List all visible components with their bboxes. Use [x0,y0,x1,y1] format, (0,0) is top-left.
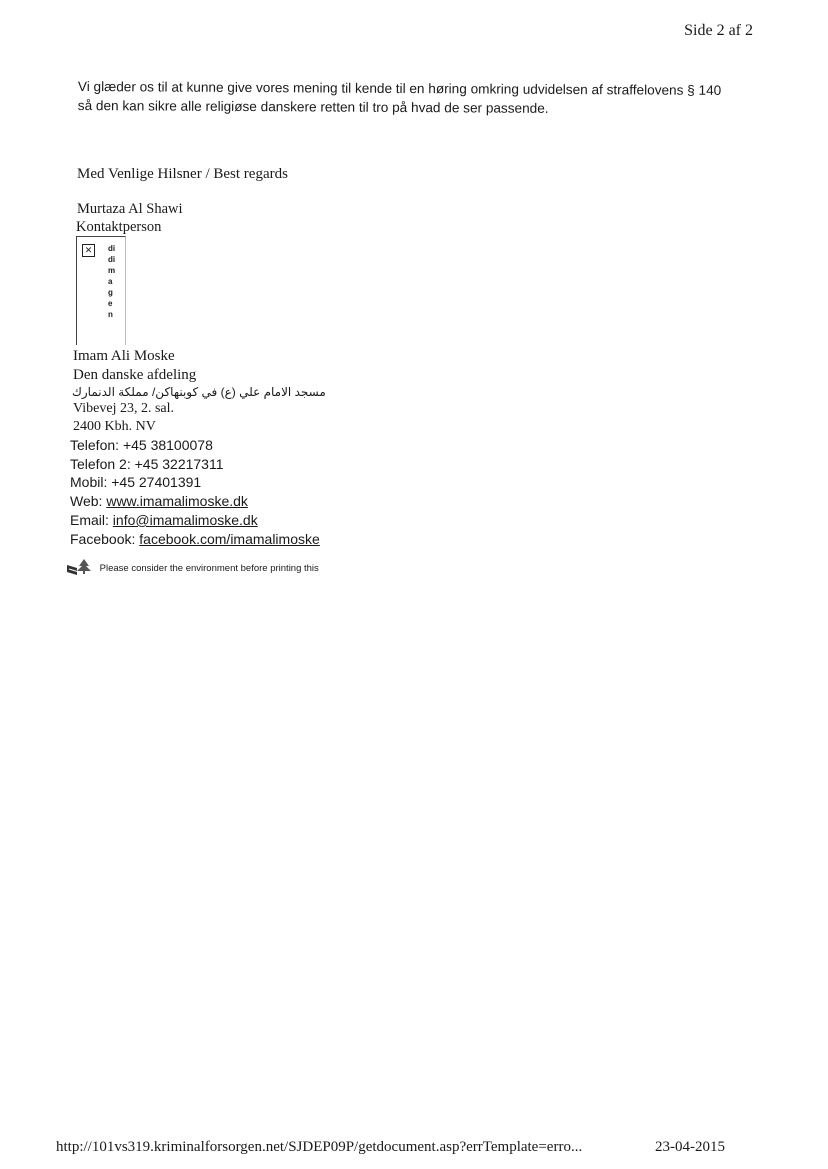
intro-paragraph [78,77,722,119]
broken-image-placeholder [76,236,126,345]
contact-label: Facebook: [70,531,136,547]
contact-label: Mobil: [70,474,108,490]
organization-name: Imam Ali Moske [73,348,175,364]
environment-notice [67,559,319,578]
environment-notice-text: Please consider the environment before printing this [99,563,319,575]
organization-arabic-name: مسجد الامام علي (ع) في كوبنهاكن/ مملكة الدنمارك [72,385,326,399]
broken-image-alt-text: didimagen [108,244,116,319]
footer-date: 23-04-2015 [655,1139,725,1155]
contact-label: Telefon: [70,437,120,453]
contact-value: +45 27401391 [111,474,202,490]
contact-value: +45 38100078 [122,437,213,453]
address-city: 2400 Kbh. NV [73,419,156,434]
closing-regards: Med Venlige Hilsner / Best regards [77,166,288,182]
organization-department: Den danske afdeling [73,367,197,383]
contact-facebook [70,531,320,547]
contact-web [70,493,248,509]
web-link[interactable]: www.imamalimoske.dk [106,493,248,509]
facebook-link[interactable]: facebook.com/imamalimoske [139,531,320,547]
contact-value: +45 32217311 [134,456,224,472]
contact-label: Email: [70,512,109,528]
intro-line: så den kan sikre alle religiøse danskere retten til tro på hvad de ser passende. [77,97,549,116]
contact-label: Telefon 2: [70,456,131,472]
contact-label: Web: [70,493,103,509]
page-number: Side 2 af 2 [684,22,753,39]
contact-mobile [70,474,201,490]
intro-line: Vi glæder os til at kunne give vores mening til kende til en høring omkring udvidelsen af straffelovens § 140 [77,78,722,98]
contact-phone-2 [70,456,224,472]
broken-image-icon: ✕ [82,244,95,257]
tree-icon [67,559,93,578]
address-street: Vibevej 23, 2. sal. [73,401,175,416]
email-link[interactable]: info@imamalimoske.dk [112,512,258,528]
footer-url: http://101vs319.kriminalforsorgen.net/SJDEP09P/getdocument.asp?errTemplate=erro... [56,1139,583,1155]
contact-phone [70,437,213,453]
signature-name: Murtaza Al Shawi [77,201,183,217]
contact-email [70,512,258,528]
signature-role: Kontaktperson [76,219,162,235]
